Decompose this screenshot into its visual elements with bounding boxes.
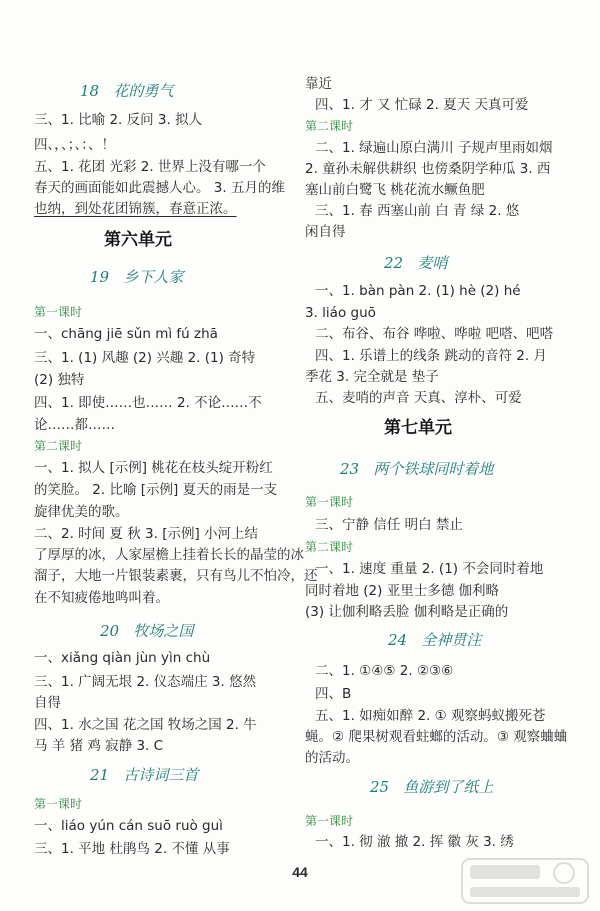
answer-line: 论……都…… bbox=[34, 417, 115, 433]
answer-line: 一、chāng jiē sǔn mì fú zhā bbox=[34, 326, 218, 342]
section-19-heading bbox=[90, 270, 183, 285]
answer-line: 五、麦哨的声音 天真、淳朴、可爱 bbox=[315, 390, 522, 406]
answer-line: 旋律优美的歌。 bbox=[34, 504, 129, 520]
answer-line: (2) 独特 bbox=[34, 372, 85, 388]
answer-line: 在不知疲倦地鸣叫着。 bbox=[34, 590, 169, 606]
answer-line: 三、1. 春 西塞山前 白 青 绿 2. 悠 bbox=[315, 203, 520, 219]
answer-line: 四、1. 即使……也…… 2. 不论……不 bbox=[34, 395, 262, 411]
answer-line: 春天的画面能如此震撼人心。 3. 五月的维 bbox=[34, 180, 285, 196]
section-number: 21 bbox=[90, 766, 110, 784]
section-number: 23 bbox=[340, 460, 360, 478]
answer-line: 四、1. 才 又 忙碌 2. 夏天 天真可爱 bbox=[315, 97, 529, 113]
section-title: 两个铁球同时着地 bbox=[373, 460, 494, 478]
answer-line: 一、1. 拟人 [示例] 桃花在枝头绽开粉红 bbox=[34, 460, 273, 476]
answer-line: 的笑脸。 2. 比喻 [示例] 夏天的雨是一支 bbox=[34, 482, 278, 498]
section-number: 25 bbox=[370, 778, 390, 796]
answer-line: 三、1. (1) 风趣 (2) 兴趣 2. (1) 奇特 bbox=[34, 350, 256, 366]
answer-line: 一、liáo yún cán suō ruò guì bbox=[34, 818, 223, 834]
section-24-heading bbox=[388, 633, 481, 648]
lesson-label: 第一课时 bbox=[34, 305, 83, 319]
section-title: 麦哨 bbox=[417, 254, 448, 272]
page-number: 44 bbox=[292, 864, 308, 880]
answer-line: 三、1. 广阔无垠 2. 仪态端庄 3. 悠然 bbox=[34, 674, 257, 690]
section-title: 乡下人家 bbox=[123, 268, 184, 286]
answer-line: 自得 bbox=[34, 695, 61, 711]
unit-6-heading: 第六单元 bbox=[104, 230, 172, 250]
section-title: 鱼游到了纸上 bbox=[403, 778, 494, 796]
answer-line: 二、1. 绿遍山原白满川 子规声里雨如烟 bbox=[315, 140, 553, 156]
answer-line: 蝇。② 爬果树观看蛀螂的活动。③ 观察蛐蛐 bbox=[305, 729, 568, 745]
section-21-heading bbox=[90, 768, 198, 783]
answer-line: 3. liáo guō bbox=[305, 305, 376, 321]
section-title: 花的勇气 bbox=[113, 82, 174, 100]
section-23-heading bbox=[340, 462, 493, 477]
answer-line: 四、1. 乐谱上的线条 跳动的音符 2. 月 bbox=[315, 348, 547, 364]
section-22-heading bbox=[384, 256, 447, 271]
answer-line: 一、xiǎng qiàn jùn yìn chù bbox=[34, 650, 211, 666]
answer-line: 塞山前白鹭飞 桃花流水鳜鱼肥 bbox=[305, 182, 485, 198]
answer-line: 一、1. 速度 重量 2. (1) 不会同时着地 bbox=[315, 561, 544, 577]
section-number: 24 bbox=[388, 631, 408, 649]
lesson-label: 第一课时 bbox=[305, 495, 354, 509]
answer-line: 五、1. 如痴如醉 2. ① 观察蚂蚁搬死苍 bbox=[315, 708, 546, 724]
answer-line: 马 羊 猪 鸡 寂静 3. C bbox=[34, 738, 164, 754]
answer-line: 一、1. 彻 澈 撤 2. 挥 徽 灰 3. 绣 bbox=[315, 834, 514, 850]
section-number: 22 bbox=[384, 254, 404, 272]
section-number: 18 bbox=[80, 82, 100, 100]
answer-line: 同时着地 (2) 亚里士多德 伽利略 bbox=[305, 583, 499, 599]
answer-line: 三、1. 比喻 2. 反问 3. 拟人 bbox=[34, 112, 203, 128]
answer-line: 四、1. 水之国 花之国 牧场之国 2. 牛 bbox=[34, 717, 257, 733]
answer-line: 四、，、；、：、！ bbox=[34, 137, 115, 153]
answer-line: 了厚厚的冰，人家屋檐上挂着长长的晶莹的冰 bbox=[34, 547, 304, 563]
section-25-heading bbox=[370, 780, 493, 795]
answer-line: 溜子，大地一片银装素裹，只有鸟儿不怕冷，还 bbox=[34, 568, 318, 584]
answer-line: 二、1. ①④⑤ 2. ②③⑥ bbox=[315, 663, 454, 679]
answer-line: 二、布谷、布谷 哗啦、哗啦 吧嗒、吧嗒 bbox=[315, 326, 554, 342]
answer-line: 二、2. 时间 夏 秋 3. [示例] 小河上结 bbox=[34, 526, 259, 542]
section-title: 古诗词三首 bbox=[123, 766, 199, 784]
answer-line: 三、宁静 信任 明白 禁止 bbox=[315, 517, 463, 533]
answer-line: 的活动。 bbox=[305, 750, 359, 766]
answer-line: 闲自得 bbox=[305, 224, 346, 240]
section-number: 20 bbox=[100, 622, 120, 640]
lesson-label: 第二课时 bbox=[34, 439, 83, 453]
lesson-label: 第二课时 bbox=[305, 119, 354, 133]
section-20-heading bbox=[100, 624, 193, 639]
section-title: 牧场之国 bbox=[133, 622, 194, 640]
answer-line: 四、B bbox=[315, 686, 352, 702]
answer-line: (3) 让伽利略丢脸 伽利略是正确的 bbox=[305, 604, 509, 620]
answer-line: 五、1. 花团 光彩 2. 世界上没有哪一个 bbox=[34, 159, 266, 175]
answer-line: 一、1. bàn pàn 2. (1) hè (2) hé bbox=[315, 283, 521, 299]
answer-line: 靠近 bbox=[305, 76, 332, 92]
watermark-logo bbox=[460, 857, 590, 905]
lesson-label: 第一课时 bbox=[305, 814, 354, 828]
lesson-label: 第一课时 bbox=[34, 797, 83, 811]
answer-line: 也纳，到处花团锦簇，春意正浓。 bbox=[34, 201, 237, 217]
unit-7-heading: 第七单元 bbox=[384, 418, 452, 438]
lesson-label: 第二课时 bbox=[305, 540, 354, 554]
answer-line: 季花 3. 完全就是 垫子 bbox=[305, 369, 439, 385]
answer-line: 三、1. 平地 杜鹃鸟 2. 不懂 从事 bbox=[34, 841, 230, 857]
answer-line: 2. 童孙未解供耕织 也傍桑阴学种瓜 3. 西 bbox=[305, 161, 551, 177]
section-number: 19 bbox=[90, 268, 110, 286]
section-18-heading bbox=[80, 84, 173, 99]
section-title: 全神贯注 bbox=[421, 631, 482, 649]
